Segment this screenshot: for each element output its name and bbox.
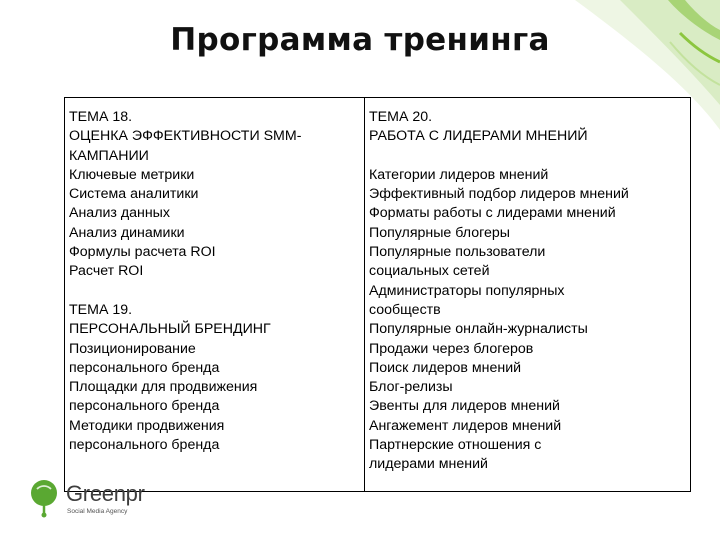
topic-item: Форматы работы с лидерами мнений bbox=[369, 205, 616, 222]
topic-item: персонального бренда bbox=[69, 398, 220, 415]
topic-19 bbox=[69, 301, 364, 455]
topic-item: Анализ динамики bbox=[69, 224, 185, 241]
topic-item: Ангажемент лидеров мнений bbox=[369, 417, 562, 434]
topic-item: Партнерские отношения с bbox=[369, 437, 542, 454]
logo-tagline: Social Media Agency bbox=[67, 508, 128, 515]
topic-item: Методики продвижения bbox=[69, 417, 225, 434]
leaf-logo-icon bbox=[28, 478, 62, 518]
greenpr-logo bbox=[28, 478, 168, 518]
topics-table bbox=[64, 97, 691, 492]
topic-item: Популярные онлайн-журналисты bbox=[369, 321, 588, 338]
topic-item: лидерами мнений bbox=[369, 456, 488, 473]
topic-item: Категории лидеров мнений bbox=[369, 166, 549, 183]
topic-title-line: КАМПАНИИ bbox=[69, 147, 149, 164]
topic-18 bbox=[69, 108, 364, 282]
topic-item: персонального бренда bbox=[69, 359, 220, 376]
topic-item: Анализ данных bbox=[69, 205, 170, 222]
logo-name: Greenpr bbox=[66, 481, 145, 506]
topic-title-line: ПЕРСОНАЛЬНЫЙ БРЕНДИНГ bbox=[69, 321, 271, 338]
topic-20-heading bbox=[369, 108, 690, 147]
topic-item: Эффективный подбор лидеров мнений bbox=[369, 186, 629, 203]
topic-item: Администраторы популярных bbox=[369, 282, 565, 299]
topic-item: Популярные блогеры bbox=[369, 224, 510, 241]
topic-item: социальных сетей bbox=[369, 263, 490, 280]
topic-header: ТЕМА 20. bbox=[369, 109, 433, 125]
topic-header: ТЕМА 18. bbox=[69, 109, 133, 125]
topic-20-items bbox=[369, 166, 690, 475]
topic-item: Ключевые метрики bbox=[69, 166, 195, 183]
topic-item: Продажи через блогеров bbox=[369, 340, 534, 357]
topic-item: Блог-релизы bbox=[369, 379, 453, 396]
right-column bbox=[365, 98, 690, 491]
topic-item: Поиск лидеров мнений bbox=[369, 359, 522, 376]
topic-item: Система аналитики bbox=[69, 186, 199, 203]
topic-title-line: ОЦЕНКА ЭФФЕКТИВНОСТИ SMM- bbox=[69, 128, 302, 145]
topic-title-line: РАБОТА С ЛИДЕРАМИ МНЕНИЙ bbox=[369, 128, 588, 145]
topic-item: Формулы расчета ROI bbox=[69, 244, 216, 261]
page-title: Программа тренинга bbox=[170, 22, 550, 58]
topic-item: Расчет ROI bbox=[69, 263, 144, 280]
topic-item: сообществ bbox=[369, 301, 441, 318]
topic-item: Популярные пользователи bbox=[369, 244, 546, 261]
topic-header: ТЕМА 19. bbox=[69, 301, 133, 318]
topic-item: Площадки для продвижения bbox=[69, 379, 258, 396]
topic-item: Эвенты для лидеров мнений bbox=[369, 398, 560, 415]
left-column bbox=[65, 98, 365, 491]
topic-item: персонального бренда bbox=[69, 437, 220, 454]
topic-item: Позиционирование bbox=[69, 340, 196, 357]
